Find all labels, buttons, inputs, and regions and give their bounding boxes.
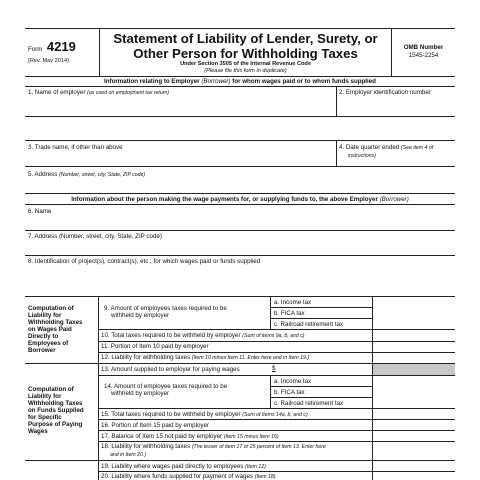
item12-label: 12. Liability for withholding taxes (Item 10 minus Item 11. Enter here and in Item 19.) [101,354,310,361]
item15-label: 15. Total taxes required to be withheld by employer (Sum of Items 14a, b, and c) [101,410,308,418]
computation-b-label: Computation of Liability for Withholding Taxes on Funds Supplied for Specific Purpose of Paying Wages [28,386,84,435]
item10-amount-input[interactable] [373,330,455,341]
item13-amount-input[interactable]: $ [272,365,276,372]
item12-amount-input[interactable] [373,353,455,363]
item9b-amount-input[interactable] [373,308,455,318]
item19-amount-input[interactable] [373,461,455,471]
title-line-1: Statement of Liability of Lender, Surety, or [113,31,378,46]
form-subtitle: Under Section 3505 of the Internal Revenue Code [180,61,311,67]
form-prefix: Form [28,46,43,53]
employer-address-field[interactable]: 5. Address (Number, street, city, State, ZIP code) [28,170,146,178]
item14a-amount-input[interactable] [373,376,455,386]
item13-shaded-cell [373,364,455,375]
form-title [100,31,391,61]
date-quarter-field[interactable]: 4. Date quarter ended (See item 4 of instructions) [339,143,434,159]
form-number: 4219 [46,39,76,54]
item9-label: 9. Amount of employees taxes required to be withheld by employer [104,305,227,319]
item10-label: 10. Total taxes required to be withheld by employer (Sum of items 9a, b, and c) [101,331,305,339]
payer-address-field[interactable]: 7. Address (Number, street, city, State, ZIP code) [28,232,162,240]
item11-label: 11. Portion of Item 10 paid by employer [101,343,209,350]
item16-amount-input[interactable] [373,420,455,430]
title-line-2: Other Person for Withholding Taxes [133,46,358,61]
payer-name-field[interactable]: 6. Name [28,207,52,215]
employer-name-field[interactable]: 1. Name of employer (as used on employment tax return) [28,88,170,96]
item16-label: 16. Portion of Item 15 paid by employer [101,421,209,429]
employer-section-heading: Information relating to Employer (Borrower) for whom wages paid or to whom funds supplied [104,77,376,85]
item18-amount-input[interactable] [373,442,455,460]
revision-date: (Rev. May 2014) [28,58,69,64]
item9b-label: b. FICA tax [274,309,305,317]
item20-amount-input[interactable] [373,472,455,480]
item17-amount-input[interactable] [373,431,455,441]
item15-amount-input[interactable] [373,409,455,419]
item14a-label: a. Income tax [274,377,312,385]
project-identification-field[interactable]: 8. Identification of project(s), contract(s), etc., for which wages paid or funds supplied [28,257,261,265]
omb-label: OMB Number [403,44,444,51]
form-number-block [28,38,76,56]
item14-label: 14. Amount of employee taxes required to be withheld by employer [104,383,228,397]
item18-label: 18. Liability for withholding taxes (The lesser of Item 17 or 25 percent of Item 13. Enter here and in Item 20.) [101,443,326,458]
employer-ein-field[interactable]: 2. Employer identification number [339,88,431,96]
item11-amount-input[interactable] [373,342,455,352]
item9c-label: c. Railroad retirement tax [274,320,344,328]
trade-name-field[interactable]: 3. Trade name, if other than above [28,143,123,151]
item9a-amount-input[interactable] [373,297,455,307]
item14c-label: c. Railroad retirement tax [274,399,344,407]
item14b-amount-input[interactable] [373,387,455,397]
item19-label: 19. Liability where wages paid directly to employees (Item 12) [101,462,266,470]
item14b-label: b. FICA tax [274,388,305,396]
item9a-label: a. Income tax [274,298,312,306]
omb-number: 1545-2254 [408,52,439,59]
item17-label: 17. Balance of Item 15 not paid by employer (Item 15 minus Item 16) [101,432,279,440]
item9c-amount-input[interactable] [373,319,455,329]
item20-label: 20. Liability where funds supplied for payment of wages (Item 18) [101,473,276,480]
payer-section-heading: Information about the person making the wage payments for, or supplying funds to, the above Employer (Borrower) [71,195,409,203]
computation-a-label: Computation of Liability for Withholding Taxes on Wages Paid Directly to Employees of Borrower [28,305,83,354]
item13-label: 13. Amount supplied to employer for paying wages [101,366,240,373]
item14c-amount-input[interactable] [373,398,455,408]
file-note: (Please file this form in duplicate) [204,68,287,74]
